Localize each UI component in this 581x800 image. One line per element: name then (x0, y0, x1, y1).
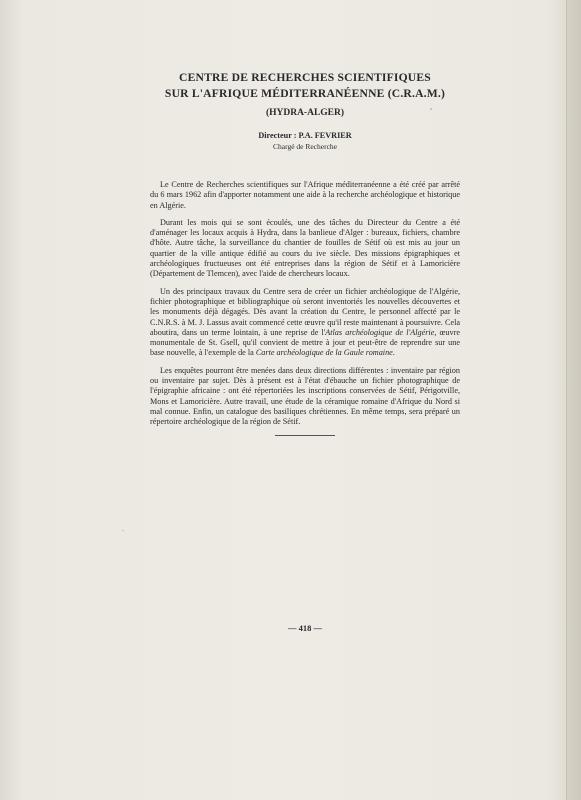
italic-title: Carte archéologique de la Gaule romaine (255, 348, 393, 358)
page-number: — 418 — (288, 623, 322, 633)
paragraph (150, 180, 460, 211)
document-page (150, 70, 460, 436)
paragraph-text: Le Centre de Recherches scientifiques sur l'Afrique méditerranéenne a été créé par arrêté du 6 mars 1962 afin d'apporter notamment une aide à la recherche archéologique et historique en Algérie. (150, 180, 460, 210)
title-line-2: SUR L'AFRIQUE MÉDITERRANÉENNE (C.R.A.M.) (164, 87, 446, 100)
director-role: Chargé de Recherche (273, 142, 337, 151)
paragraph (150, 366, 460, 428)
end-rule (275, 435, 335, 436)
italic-title: Atlas archéologique de l'Algérie (325, 327, 435, 337)
director-line: Directeur : P.A. FEVRIER (258, 131, 352, 140)
paragraph (150, 218, 460, 280)
title-line-1: CENTRE DE RECHERCHES SCIENTIFIQUES (179, 71, 431, 84)
page-edge (566, 0, 581, 800)
scan-speck (430, 108, 432, 110)
subtitle: (HYDRA-ALGER) (265, 108, 345, 118)
paragraph-text: , œuvre monumentale de St. Gsell, qu'il convient de mettre à jour et peut-être de reprendre sur une base nouvelle, à l'exemple de la (150, 327, 460, 358)
paragraph-text: Durant les mois qui se sont écoulés, une des tâches du Directeur du Centre a été d'aménager les locaux acquis à Hydra, dans la banlieue d'Alger : bureaux, fichiers, chambre d'hôte. Autre tâche, la surveillance du chantier de fouilles de Sétif où est mis au jour un quartier de la ville antique édifié au cours du ive siècle. Des missions épigraphiques et archéologiques fructueuses ont été entreprises dans la région de Sétif et à Lamoricière (Département de Tlemcen), avec l'aide de chercheurs locaux. (150, 217, 460, 279)
paragraph (150, 287, 460, 359)
page-title (150, 70, 460, 102)
scan-speck (122, 530, 124, 531)
body-text (150, 180, 460, 428)
paragraph-text: . (392, 348, 395, 358)
paragraph-text: Les enquêtes pourront être menées dans deux directions différentes : inventaire par région ou inventaire par sujet. Dès à présent est à l'état d'ébauche un fichier photographique de l'épigraphie africaine : ont été répertoriées les inscriptions conservées de Sétif, Périgotville, Mons et Lamoricière. Autre travail, une étude de la céramique romaine d'Afrique du Nord si mal connue. Enfin, un catalogue des basiliques chrétiennes. En même temps, sera préparé un répertoire archéologique de la région de Sétif. (150, 365, 460, 427)
paragraph-text: Un des principaux travaux du Centre sera de créer un fichier archéologique de l'Algérie, fichier photographique et bibliographique où seront inventoriés les nouvelles découvertes et les monuments déjà dégagés. Dès avant la création du Centre, le personnel affecté par le C.N.R.S. à M. J. Lassus avait commencé cette œuvre qu'il reste maintenant à poursuivre. Cela aboutira, dans un terme lointain, à une reprise de l' (150, 286, 460, 337)
